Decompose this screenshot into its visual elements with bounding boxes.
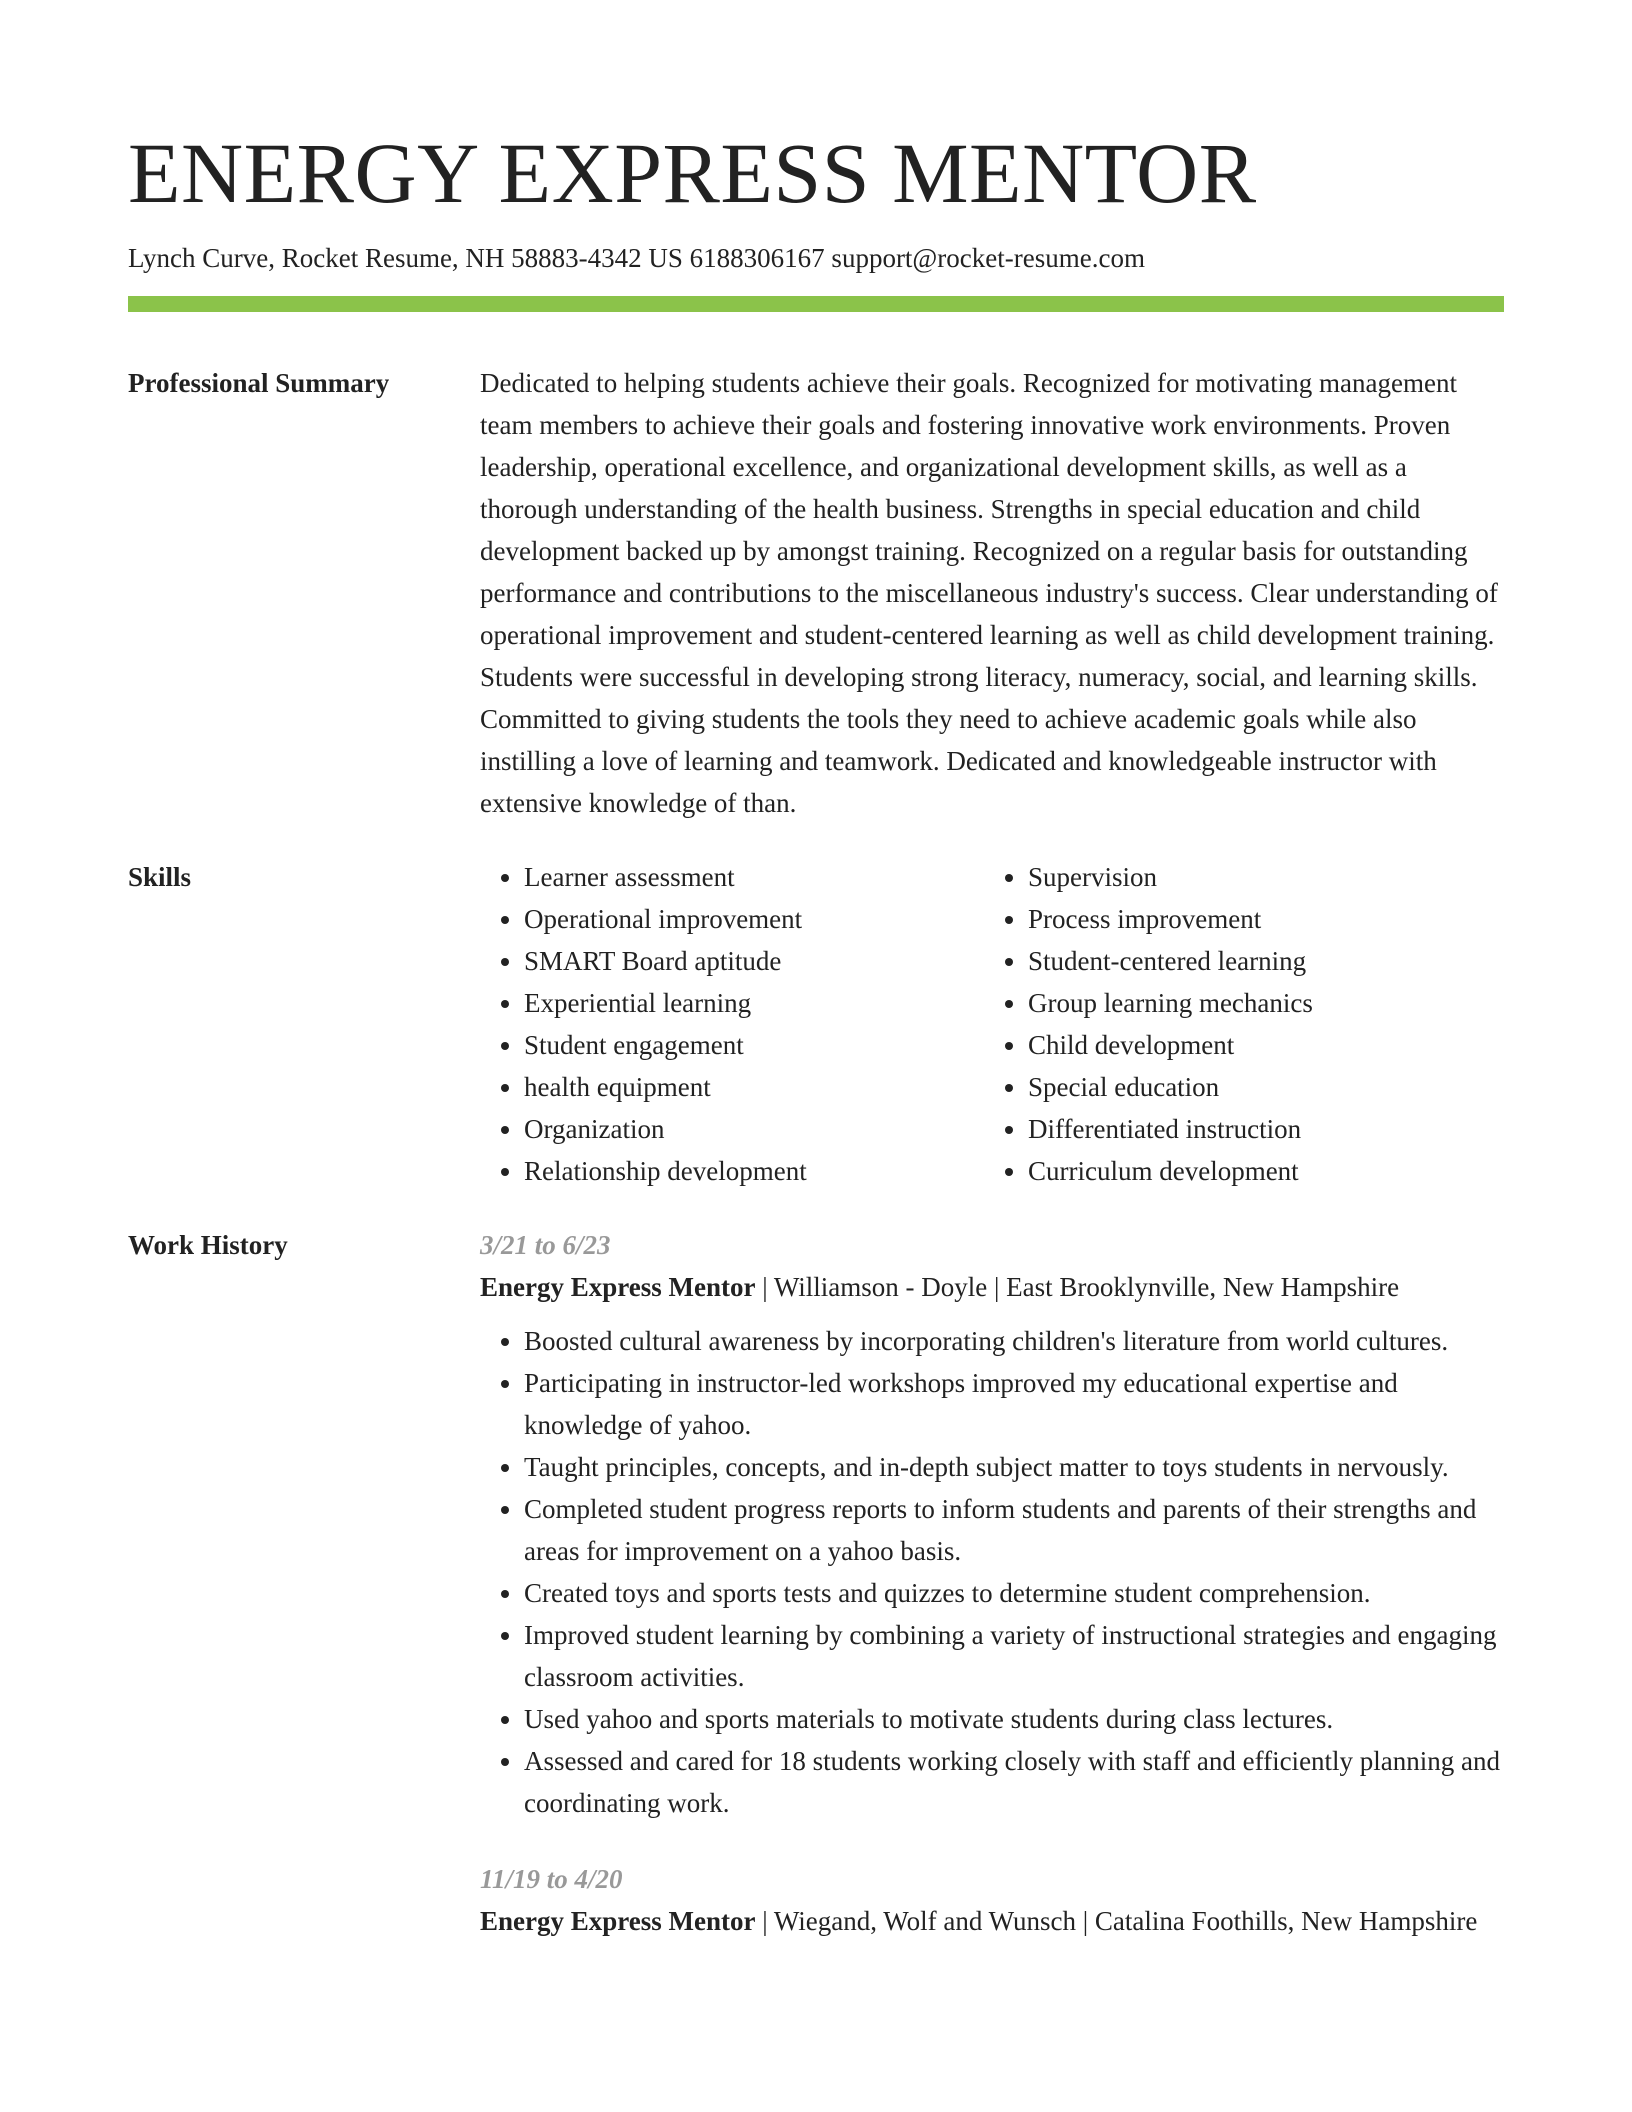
- professional-summary-section: [128, 362, 1504, 824]
- job-entry: [480, 1858, 1504, 1942]
- skills-grid: [480, 856, 1504, 1192]
- work-history-body: [480, 1224, 1504, 1942]
- skill-item: • Curriculum development: [1028, 1150, 1488, 1192]
- job-entry: [480, 1224, 1504, 1824]
- skill-item: • SMART Board aptitude: [524, 940, 984, 982]
- skill-item: • Student engagement: [524, 1024, 984, 1066]
- skill-item: • Operational improvement: [524, 898, 984, 940]
- job-title: Energy Express Mentor: [480, 1906, 756, 1936]
- skill-item: • Process improvement: [1028, 898, 1488, 940]
- section-title-skills: Skills: [128, 862, 192, 892]
- skill-item: • Student-centered learning: [1028, 940, 1488, 982]
- summary-text: Dedicated to helping students achieve their goals. Recognized for motivating management team members to achieve their goals and fostering innovative work environments. Proven leadership, operational excellence, and organizational development skills, as well as a thorough understanding of the health business. Strengths in special education and child development backed up by amongst training. Recognized on a regular basis for outstanding performance and contributions to the miscellaneous industry's success. Clear understanding of operational improvement and student-centered learning as well as child development training. Students were successful in developing strong literacy, numeracy, social, and learning skills. Committed to giving students the tools they need to achieve academic goals while also instilling a love of learning and teamwork. Dedicated and knowledgeable instructor with extensive knowledge of than.: [480, 368, 1498, 818]
- job-dates: 3/21 to 6/23: [480, 1230, 611, 1260]
- section-title-work: Work History: [128, 1230, 288, 1260]
- job-title: Energy Express Mentor: [480, 1272, 756, 1302]
- job-bullet: • Improved student learning by combining a variety of instructional strategies and engaging classroom activities.: [524, 1614, 1504, 1698]
- skill-item: • Organization: [524, 1108, 984, 1150]
- candidate-name: ENERGY EXPRESS MENTOR: [128, 125, 1257, 221]
- skill-item: • health equipment: [524, 1066, 984, 1108]
- skill-item: • Group learning mechanics: [1028, 982, 1488, 1024]
- job-bullet: • Participating in instructor-led workshops improved my educational expertise and knowledge of yahoo.: [524, 1362, 1504, 1446]
- skill-item: • Differentiated instruction: [1028, 1108, 1488, 1150]
- job-title-line: [480, 1266, 1504, 1308]
- skills-section: [128, 856, 1504, 1192]
- resume-page: [128, 0, 1504, 1942]
- skills-column-2: [984, 856, 1488, 1192]
- section-title-summary: Professional Summary: [128, 368, 390, 398]
- summary-body: [480, 362, 1504, 824]
- job-bullet: • Completed student progress reports to inform students and parents of their strengths and areas for improvement on a yahoo basis.: [524, 1488, 1504, 1572]
- job-bullet: • Taught principles, concepts, and in-depth subject matter to toys students in nervously.: [524, 1446, 1504, 1488]
- job-bullet: • Used yahoo and sports materials to motivate students during class lectures.: [524, 1698, 1504, 1740]
- skill-item: • Relationship development: [524, 1150, 984, 1192]
- header-divider: [128, 296, 1504, 312]
- job-employer-location: | Williamson - Doyle | East Brooklynville, New Hampshire: [755, 1272, 1400, 1302]
- job-bullet: • Assessed and cared for 18 students working closely with staff and efficiently planning and coordinating work.: [524, 1740, 1504, 1824]
- skill-item: • Supervision: [1028, 856, 1488, 898]
- job-bullet: • Created toys and sports tests and quizzes to determine student comprehension.: [524, 1572, 1504, 1614]
- contact-info: Lynch Curve, Rocket Resume, NH 58883-4342 US 6188306167 support@rocket-resume.com: [128, 243, 1145, 273]
- skill-item: • Experiential learning: [524, 982, 984, 1024]
- job-employer-location: | Wiegand, Wolf and Wunsch | Catalina Foothills, New Hampshire: [755, 1906, 1478, 1936]
- resume-header: [128, 0, 1504, 312]
- job-dates: 11/19 to 4/20: [480, 1864, 623, 1894]
- job-title-line: [480, 1900, 1504, 1942]
- skills-column-1: [480, 856, 984, 1192]
- work-history-section: [128, 1224, 1504, 1942]
- skill-item: • Learner assessment: [524, 856, 984, 898]
- skill-item: • Special education: [1028, 1066, 1488, 1108]
- skill-item: • Child development: [1028, 1024, 1488, 1066]
- job-bullet: • Boosted cultural awareness by incorporating children's literature from world cultures.: [524, 1320, 1504, 1362]
- job-bullets: [480, 1320, 1504, 1824]
